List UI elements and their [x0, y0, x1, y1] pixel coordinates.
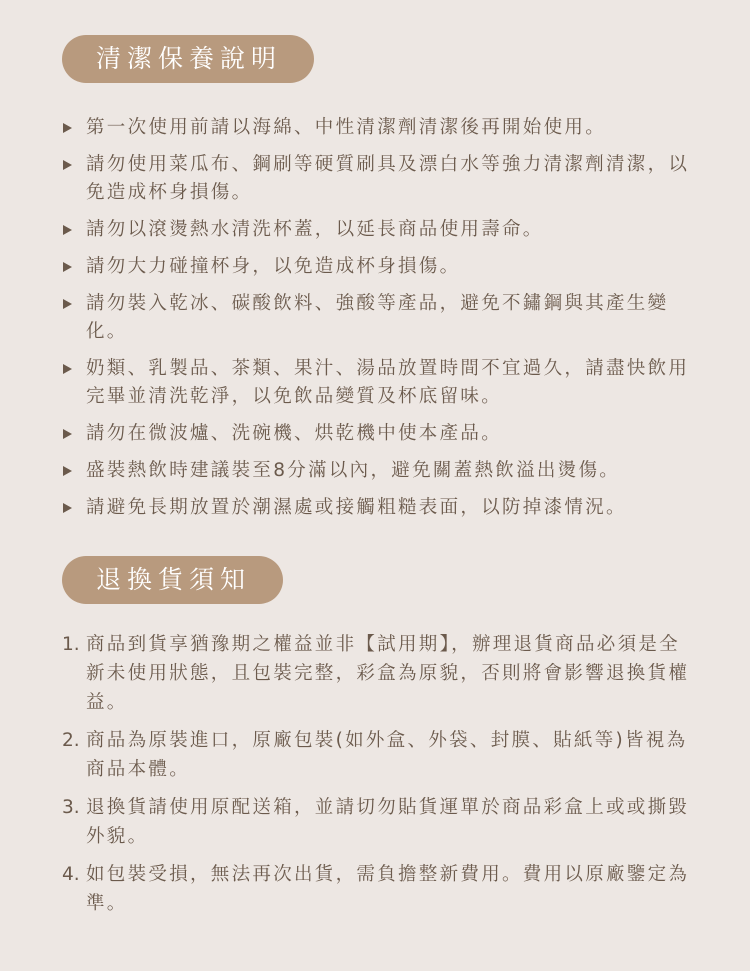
- care-item-text: 請勿以滾燙熱水清洗杯蓋，以延長商品使用壽命。: [86, 219, 544, 240]
- triangle-bullet-icon: [63, 429, 72, 439]
- list-item: [62, 457, 692, 485]
- returns-item-text: 商品到貨享猶豫期之權益並非【試用期】，辦理退貨商品必須是全新未使用狀態，且包裝完整，彩盒為原貌，否則將會影響退換貨權益。: [86, 634, 690, 713]
- care-item-text: 請勿大力碰撞杯身，以免造成杯身損傷。: [86, 256, 461, 277]
- returns-section-title: 退換貨須知: [62, 556, 283, 604]
- care-item-text: 請勿在微波爐、洗碗機、烘乾機中使本產品。: [86, 423, 503, 444]
- list-item: [62, 726, 692, 784]
- care-item-text: 盛裝熱飲時建議裝至8分滿以內，避免關蓋熱飲溢出燙傷。: [86, 460, 621, 481]
- triangle-bullet-icon: [63, 262, 72, 272]
- care-item-text: 請勿使用菜瓜布、鋼刷等硬質刷具及漂白水等強力清潔劑清潔，以免造成杯身損傷。: [86, 154, 690, 203]
- care-section-title: 清潔保養說明: [62, 35, 314, 83]
- care-item-text: 第一次使用前請以海綿、中性清潔劑清潔後再開始使用。: [86, 117, 607, 138]
- item-number: 3.: [62, 797, 80, 818]
- triangle-bullet-icon: [63, 160, 72, 170]
- list-item: [62, 216, 692, 244]
- list-item: [62, 630, 692, 717]
- returns-item-text: 商品為原裝進口，原廠包裝(如外盒、外袋、封膜、貼紙等)皆視為商品本體。: [86, 730, 688, 780]
- item-number: 2.: [62, 730, 80, 751]
- returns-policy-list: [62, 630, 692, 927]
- list-item: [62, 355, 692, 411]
- returns-item-text: 退換貨請使用原配送箱，並請切勿貼貨運單於商品彩盒上或或撕毀外貌。: [86, 797, 690, 847]
- care-item-text: 奶類、乳製品、茶類、果汁、湯品放置時間不宜過久，請盡快飲用完畢並清洗乾淨，以免飲品變質及杯底留味。: [86, 358, 690, 407]
- item-number: 1.: [62, 634, 80, 655]
- list-item: [62, 420, 692, 448]
- triangle-bullet-icon: [63, 466, 72, 476]
- returns-item-text: 如包裝受損，無法再次出貨，需負擔整新費用。費用以原廠鑒定為準。: [86, 864, 690, 914]
- triangle-bullet-icon: [63, 364, 72, 374]
- triangle-bullet-icon: [63, 225, 72, 235]
- list-item: [62, 114, 692, 142]
- list-item: [62, 860, 692, 918]
- care-item-text: 請避免長期放置於潮濕處或接觸粗糙表面，以防掉漆情況。: [86, 497, 627, 518]
- care-item-text: 請勿裝入乾冰、碳酸飲料、強酸等產品，避免不鏽鋼與其產生變化。: [86, 293, 669, 342]
- list-item: [62, 290, 692, 346]
- list-item: [62, 253, 692, 281]
- triangle-bullet-icon: [63, 123, 72, 133]
- triangle-bullet-icon: [63, 299, 72, 309]
- care-instructions-list: [62, 114, 692, 531]
- list-item: [62, 151, 692, 207]
- list-item: [62, 793, 692, 851]
- item-number: 4.: [62, 864, 80, 885]
- triangle-bullet-icon: [63, 503, 72, 513]
- list-item: [62, 494, 692, 522]
